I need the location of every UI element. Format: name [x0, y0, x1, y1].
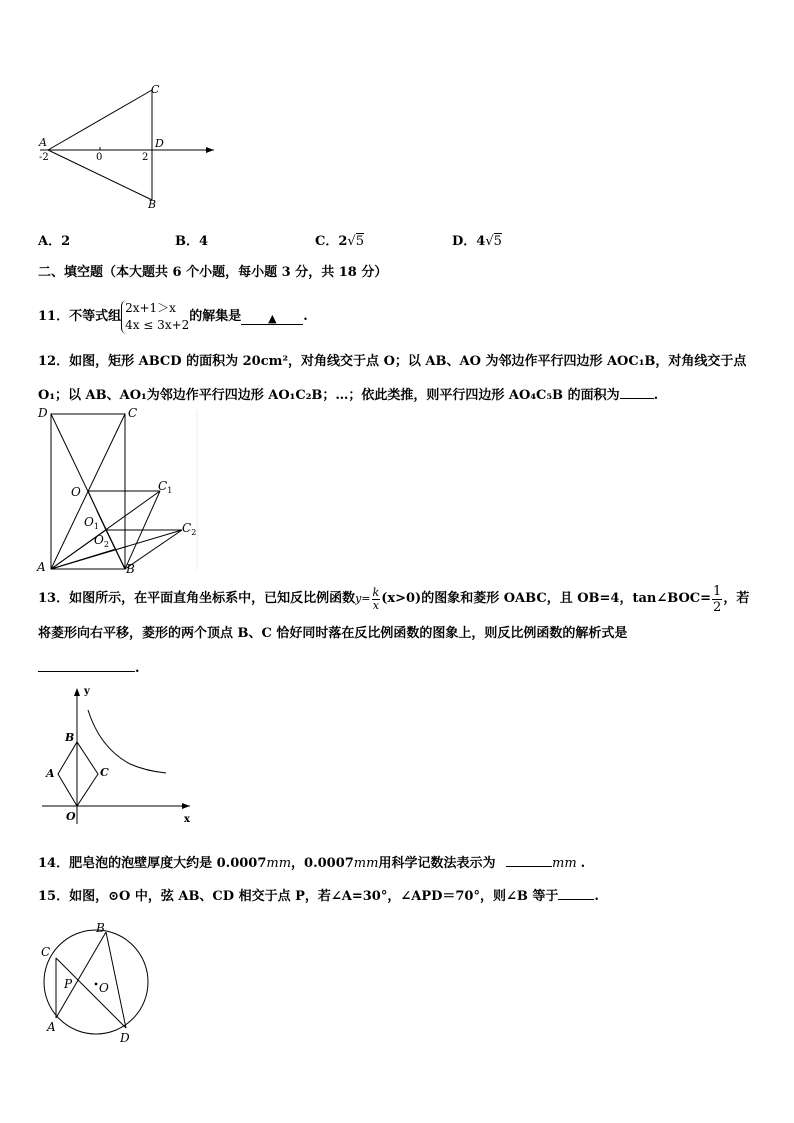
q15-text: 15．如图，⊙O 中，弦 AB、CD 相交于点 P，若∠A=30°，∠APD＝70°，则∠B 等于 — [38, 889, 559, 904]
label-c: C — [100, 766, 109, 779]
denominator: x — [372, 598, 379, 612]
numerator: 1 — [713, 583, 722, 599]
q11-suffix: 的解集是 — [189, 309, 242, 324]
label-x: x — [184, 814, 190, 825]
q12-line2-text: O₁；以 AB、AO₁为邻边作平行四边形 AO₁C₂B；…；依此类推，则平行四边形 AO₄C₅B 的面积为 — [38, 388, 620, 403]
inequality-system — [121, 300, 189, 334]
q13-end: . — [135, 661, 140, 676]
fraction-half — [712, 584, 722, 615]
option-c — [315, 233, 364, 251]
answer-blank[interactable] — [506, 852, 552, 867]
inequality-2: 4x ≤ 3x+2 — [125, 318, 190, 332]
label-a: A — [47, 1020, 56, 1034]
sqrt-sign: √ — [347, 234, 356, 249]
label-c: C — [41, 945, 51, 959]
label-zero: 0 — [96, 152, 103, 163]
label-two: 2 — [142, 152, 149, 163]
label-o: O — [71, 485, 81, 499]
figure-q12 — [34, 405, 200, 577]
answer-blank[interactable] — [620, 384, 654, 399]
figure-q10 — [34, 80, 224, 215]
q15-end: . — [594, 889, 599, 904]
question-15 — [38, 885, 599, 906]
label-b: B — [65, 731, 75, 744]
label-y: y — [84, 686, 90, 697]
radicand: 5 — [493, 234, 502, 249]
label-o: O — [66, 810, 76, 823]
q13-cond: (x>0)的图象和菱形 OABC，且 OB=4，tan∠BOC= — [381, 591, 712, 606]
question-11 — [38, 297, 308, 337]
label-m2: -2 — [39, 152, 49, 163]
label-b: B — [126, 562, 135, 576]
radicand: 5 — [355, 234, 364, 249]
option-b: B．4 — [175, 234, 209, 249]
option-d-prefix: D．4 — [452, 234, 486, 249]
denominator: 2 — [713, 599, 722, 615]
label-c: C — [151, 83, 160, 96]
unit-mm: mm — [353, 856, 379, 871]
question-12-line2 — [38, 384, 658, 405]
answer-blank[interactable] — [241, 310, 303, 325]
label-c2: $C_2$ — [182, 521, 197, 537]
label-o: O — [99, 981, 109, 995]
unit-mm: mm — [552, 856, 577, 871]
unit-mm: mm — [266, 856, 292, 871]
label-a: A — [39, 136, 47, 149]
q13-after: ，若 — [723, 591, 750, 606]
q14-p1: 14．肥皂泡的泡壁厚度大约是 0.0007 — [38, 856, 267, 871]
figure-q13 — [38, 684, 196, 829]
label-c: C — [128, 406, 138, 420]
triangle-marker: ▲ — [268, 311, 277, 325]
section-heading: 二、填空题（本大题共 6 个小题，每小题 3 分，共 18 分） — [38, 265, 388, 280]
label-d: D — [155, 137, 164, 150]
q13-y: y= — [355, 592, 371, 605]
inequality-1: 2x+1＞x — [125, 301, 176, 315]
question-13-line3 — [38, 657, 140, 678]
q12-end: . — [653, 388, 659, 403]
option-c-prefix: C．2 — [315, 234, 348, 249]
q13-p1: 13．如图所示，在平面直角坐标系中，已知反比例函数 — [38, 591, 356, 606]
q14-p3: 用科学记数法表示为 — [378, 856, 496, 871]
answer-blank[interactable] — [38, 657, 135, 672]
option-d — [452, 233, 502, 251]
label-c1: $C_1$ — [158, 479, 173, 495]
sqrt-sign: √ — [485, 234, 494, 249]
label-o1: $O_1$ — [84, 515, 99, 531]
question-14 — [38, 852, 585, 873]
question-13-line1 — [38, 578, 749, 620]
question-13-line2: 将菱形向右平移，菱形的两个顶点 B、C 恰好同时落在反比例函数的图象上，则反比例函数的解析式是 — [38, 626, 628, 641]
figure-q15 — [36, 918, 156, 1048]
label-a: A — [37, 560, 46, 574]
label-b: B — [148, 198, 157, 211]
label-b: B — [96, 921, 105, 935]
numerator: k — [372, 585, 380, 599]
label-d: D — [120, 1031, 130, 1045]
q14-p2: ，0.0007 — [291, 856, 354, 871]
q11-end: . — [303, 309, 308, 324]
label-o2: $O_2$ — [94, 533, 109, 549]
label-a: A — [46, 767, 55, 780]
answer-blank[interactable] — [558, 885, 594, 900]
option-a: A．2 — [38, 234, 71, 249]
question-12-line1: 12．如图，矩形 ABCD 的面积为 20cm²，对角线交于点 O；以 AB、AO 为邻边作平行四边形 AOC₁B，对角线交于点 — [38, 354, 747, 369]
label-p: P — [64, 977, 73, 991]
q11-prefix: 11．不等式组 — [38, 309, 122, 324]
fraction-k-over-x — [372, 587, 381, 612]
label-d: D — [38, 406, 48, 420]
q14-end: . — [580, 856, 586, 871]
